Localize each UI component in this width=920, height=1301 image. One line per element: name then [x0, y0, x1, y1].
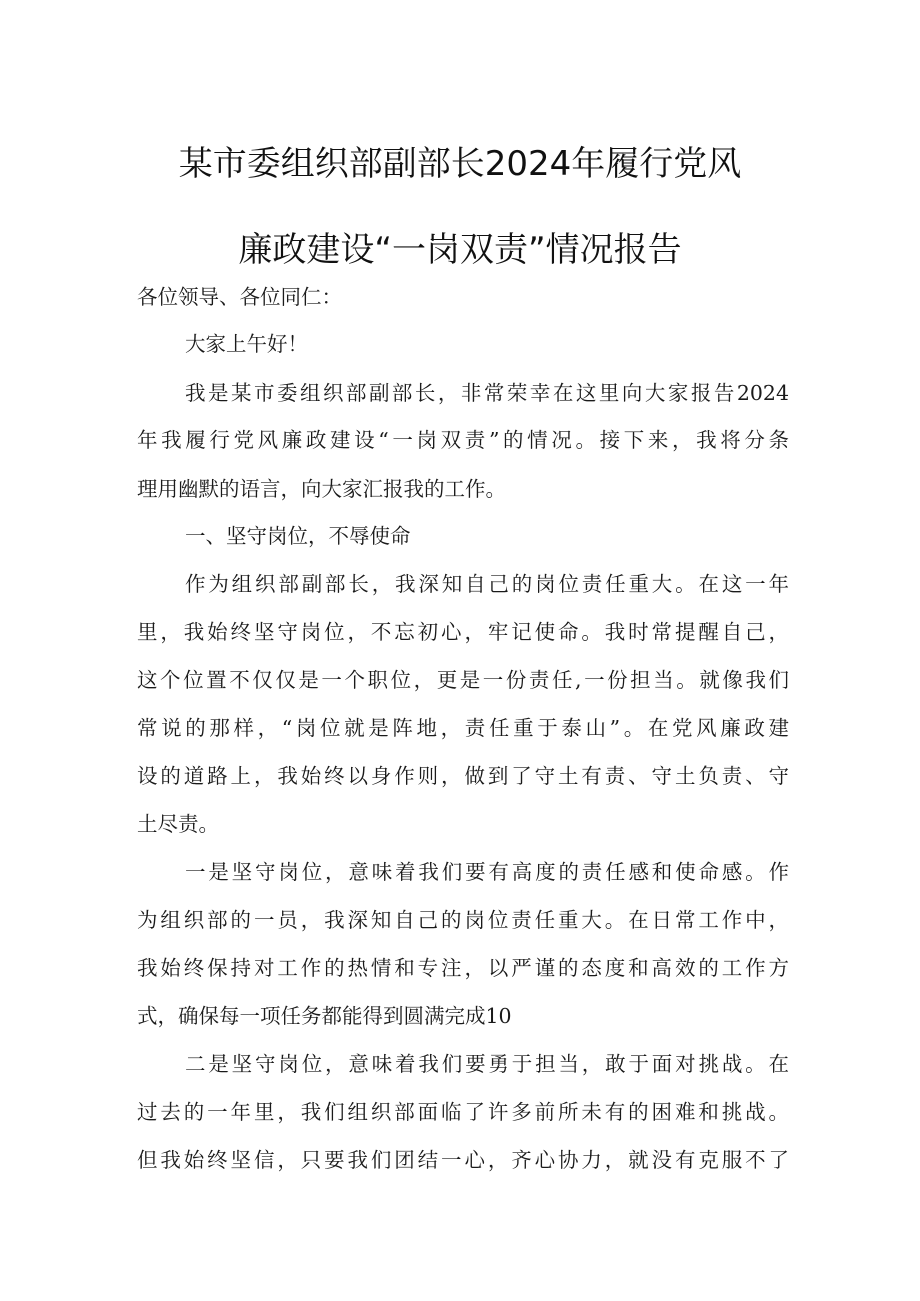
body-line: 我是某市委组织部副部长，非常荣幸在这里向大家报告2024 [185, 381, 789, 405]
body-line: 设的道路上，我始终以身作则，做到了守土有责、守土负责、守 [137, 764, 789, 788]
body-line: 为组织部的一员，我深知自己的岗位责任重大。在日常工作中， [137, 908, 789, 932]
greeting: 大家上午好！ [185, 332, 308, 356]
body-line: 但我始终坚信，只要我们团结一心，齐心协力，就没有克服不了 [137, 1148, 789, 1172]
body-line: 二是坚守岗位，意味着我们要勇于担当，敢于面对挑战。在 [185, 1052, 789, 1076]
document-title-line-2: 廉政建设“一岗双责”情况报告 [238, 230, 682, 270]
body-line: 我始终保持对工作的热情和专注，以严谨的态度和高效的工作方 [137, 956, 789, 980]
body-line: 作为组织部副部长，我深知自己的岗位责任重大。在这一年 [185, 572, 789, 596]
body-line: 式，确保每一项任务都能得到圆满完成10 [137, 1004, 512, 1028]
body-line: 土尽责。 [137, 812, 219, 836]
salutation: 各位领导、各位同仁： [137, 285, 342, 309]
body-line: 年我履行党风廉政建设“一岗双责”的情况。接下来，我将分条 [137, 428, 789, 452]
body-line: 常说的那样，“岗位就是阵地，责任重于泰山”。在党风廉政建 [137, 716, 789, 740]
body-line: 一是坚守岗位，意味着我们要有高度的责任感和使命感。作 [185, 860, 789, 884]
section-heading: 一、坚守岗位，不辱使命 [185, 524, 411, 548]
body-line: 理用幽默的语言，向大家汇报我的工作。 [137, 477, 506, 501]
document-title-line-1: 某市委组织部副部长2024年履行党风 [178, 144, 742, 184]
body-line: 过去的一年里，我们组织部面临了许多前所未有的困难和挑战。 [137, 1100, 789, 1124]
body-line: 这个位置不仅仅是一个职位，更是一份责任,一份担当。就像我们 [137, 668, 789, 692]
body-line: 里，我始终坚守岗位，不忘初心，牢记使命。我时常提醒自己， [137, 620, 789, 644]
